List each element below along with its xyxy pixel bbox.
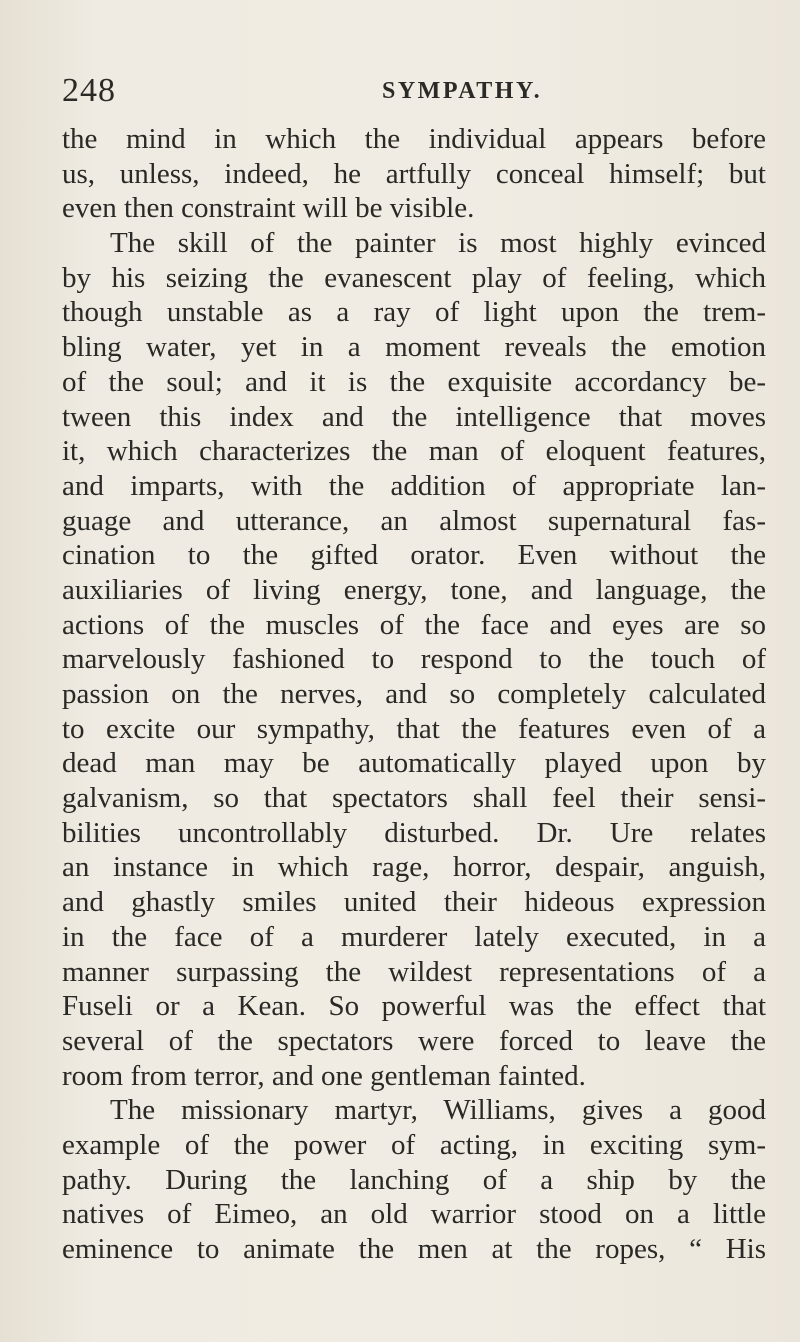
text-line: The missionary martyr, Williams, gives a good: [110, 1094, 766, 1127]
text-line: cination to the gifted orator. Even without the: [62, 539, 766, 572]
text-line: marvelously fashioned to respond to the touch of: [62, 643, 766, 676]
text-line: us, unless, indeed, he artfully conceal himself; but: [62, 157, 766, 190]
text-line: manner surpassing the wildest representations of a: [62, 955, 766, 988]
text-line: guage and utterance, an almost supernatural fas-: [62, 504, 766, 537]
text-line: and imparts, with the addition of appropriate lan-: [62, 469, 766, 502]
text-line: it, which characterizes the man of eloquent features,: [62, 435, 766, 468]
text-line: The skill of the painter is most highly evinced: [110, 227, 766, 260]
text-line: Fuseli or a Kean. So powerful was the effect that: [62, 990, 766, 1023]
text-line: room from terror, and one gentleman fainted.: [62, 1059, 586, 1092]
text-line: auxiliaries of living energy, tone, and language, the: [62, 573, 766, 606]
text-line: dead man may be automatically played upon by: [62, 747, 766, 780]
text-line: bling water, yet in a moment reveals the emotion: [62, 331, 766, 364]
text-line: actions of the muscles of the face and eyes are so: [62, 608, 766, 641]
running-head: [62, 72, 762, 112]
text-line: natives of Eimeo, an old warrior stood on a little: [62, 1198, 766, 1231]
text-line: and ghastly smiles united their hideous expression: [62, 886, 766, 919]
text-line: galvanism, so that spectators shall feel their sensi-: [62, 782, 766, 815]
text-line: several of the spectators were forced to leave the: [62, 1024, 766, 1057]
text-line: to excite our sympathy, that the features even of a: [62, 712, 766, 745]
text-line: in the face of a murderer lately executed, in a: [62, 920, 766, 953]
text-line: eminence to animate the men at the ropes, “ His: [62, 1233, 766, 1265]
body-text: [62, 122, 766, 1267]
text-line: the mind in which the individual appears before: [62, 123, 766, 155]
text-line: pathy. During the lanching of a ship by the: [62, 1163, 766, 1196]
text-line: an instance in which rage, horror, despair, anguish,: [62, 851, 766, 884]
text-line: tween this index and the intelligence that moves: [62, 400, 766, 433]
text-line: of the soul; and it is the exquisite accordancy be-: [62, 365, 766, 398]
text-line: example of the power of acting, in exciting sym-: [62, 1128, 766, 1161]
text-line: passion on the nerves, and so completely calculated: [62, 678, 766, 710]
text-line: even then constraint will be visible.: [62, 192, 475, 225]
text-line: bilities uncontrollably disturbed. Dr. Ure relates: [62, 816, 766, 849]
running-title: SYMPATHY.: [382, 78, 543, 104]
text-line: by his seizing the evanescent play of feeling, which: [62, 261, 766, 294]
page-number: 248: [62, 72, 116, 109]
text-line: though unstable as a ray of light upon the trem-: [62, 296, 766, 329]
